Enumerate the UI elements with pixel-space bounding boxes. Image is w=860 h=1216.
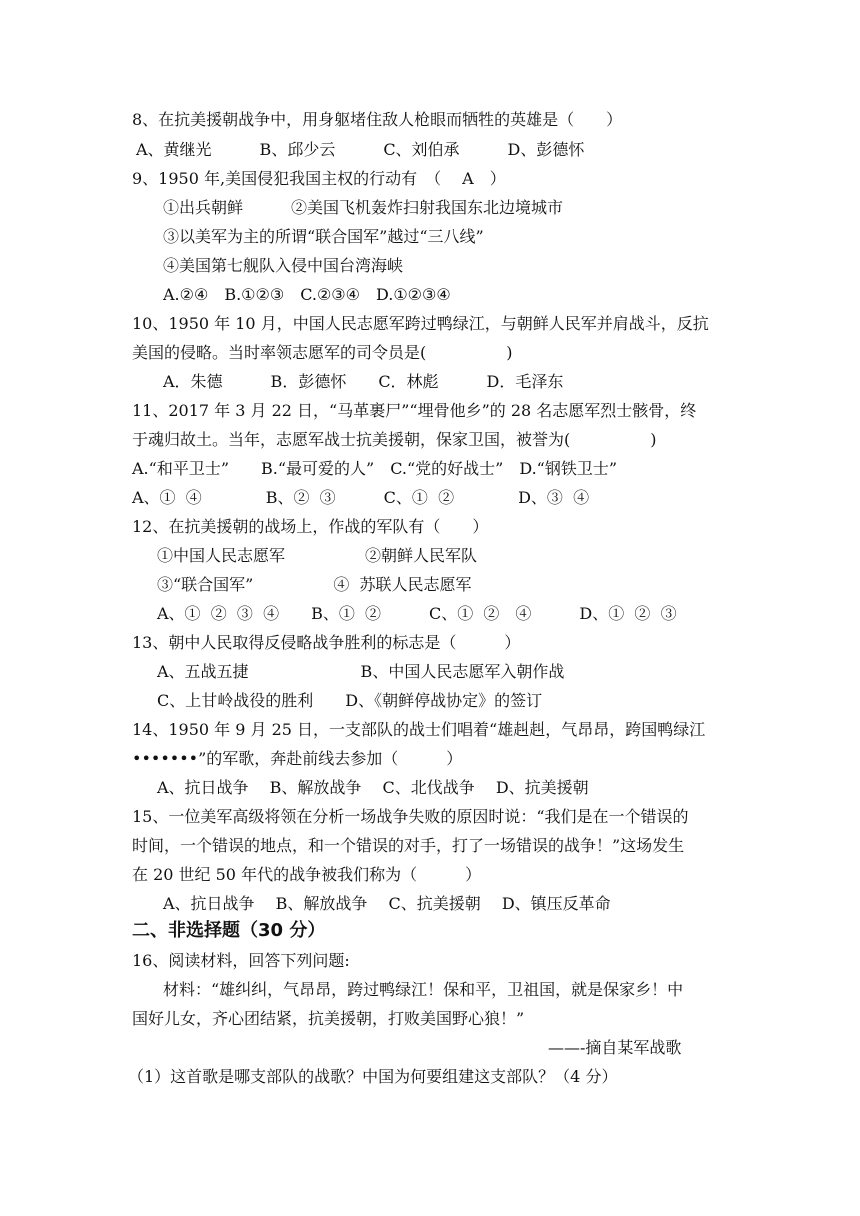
q9-stem: 9、1950 年,美国侵犯我国主权的行动有 （ A ） — [132, 169, 506, 188]
q16-stem: 16、阅读材料，回答下列问题: — [132, 951, 350, 970]
q11-stem-line-1: 11、2017 年 3 月 22 日，“马革裹尸”“埋骨他乡”的 28 名志愿军烈士骸骨，终 — [132, 401, 697, 420]
q10-stem-line-2: 美国的侵略。当时率领志愿军的司令员是( ) — [132, 343, 513, 362]
q9-item-2: ③以美军为主的所谓“联合国军”越过“三八线” — [163, 227, 484, 246]
q15-stem-line-1: 15、一位美军高级将领在分析一场战争失败的原因时说：“我们是在一个错误的 — [132, 807, 689, 826]
q16-subquestion-1: （1）这首歌是哪支部队的战歌？中国为何要组建这支部队？（4 分） — [128, 1067, 618, 1086]
q9-item-3: ④美国第七舰队入侵中国台湾海峡 — [163, 256, 404, 275]
q8-stem: 8、在抗美援朝战争中，用身躯堵住敌人枪眼而牺牲的英雄是（ ） — [132, 110, 623, 129]
q11-stem-line-2: 于魂归故土。当年，志愿军战士抗美援朝，保家卫国，被誉为( ) — [132, 430, 657, 449]
q14-options: A、抗日战争 B、解放战争 C、北伐战争 D、抗美援朝 — [157, 778, 589, 797]
q12-item-1: ①中国人民志愿军 ②朝鲜人民军队 — [157, 546, 478, 565]
q14-stem-line-1: 14、1950 年 9 月 25 日，一支部队的战士们唱着“雄赳赳，气昂昂，跨国鸭绿江 — [132, 720, 706, 739]
section-2-title: 二、非选择题（30 分） — [132, 920, 326, 941]
q8-options: A、黄继光 B、邱少云 C、刘伯承 D、彭德怀 — [136, 140, 585, 159]
q13-stem: 13、朝中人民取得反侵略战争胜利的标志是（ ） — [132, 633, 521, 652]
q16-source: ——-摘自某军战歌 — [548, 1038, 682, 1057]
q15-stem-line-3: 在 20 世纪 50 年代的战争被我们称为（ ） — [132, 865, 482, 884]
q12-item-2: ③“联合国军” ④ 苏联人民志愿军 — [157, 575, 472, 594]
q9-item-1: ①出兵朝鲜 ②美国飞机轰炸扫射我国东北边境城市 — [163, 198, 564, 217]
q9-options: A.②④ B.①②③ C.②③④ D.①②③④ — [163, 285, 451, 304]
q13-options-line-2: C、上甘岭战役的胜利 D、《朝鲜停战协定》的签订 — [157, 691, 543, 710]
q12-stem: 12、在抗美援朝的战场上，作战的军队有（ ） — [132, 517, 489, 536]
q15-stem-line-2: 时间，一个错误的地点，和一个错误的对手，打了一场错误的战争！”这场发生 — [132, 836, 685, 855]
q15-options: A、抗日战争 B、解放战争 C、抗美援朝 D、镇压反革命 — [163, 894, 611, 913]
q11-options: A、① ④ B、② ③ C、① ② D、③ ④ — [132, 488, 590, 507]
q13-options-line-1: A、五战五捷 B、中国人民志愿军入朝作战 — [157, 662, 565, 681]
q10-stem-line-1: 10、1950 年 10 月，中国人民志愿军跨过鸭绿江，与朝鲜人民军并肩战斗，反抗 — [132, 314, 709, 333]
q16-material-line-1: 材料：“雄纠纠，气昂昂，跨过鸭绿江！保和平，卫祖国，就是保家乡！中 — [163, 980, 684, 999]
q14-stem-line-2: •••••••”的军歌，奔赴前线去参加（ ） — [132, 749, 463, 768]
q16-material-line-2: 国好儿女，齐心团结紧，抗美援朝，打败美国野心狼！” — [132, 1009, 525, 1028]
q12-options: A、① ② ③ ④ B、① ② C、① ② ④ D、① ② ③ — [157, 604, 677, 623]
q10-options: A．朱德 B．彭德怀 C．林彪 D．毛泽东 — [163, 372, 564, 391]
q11-choices: A.“和平卫士” B.“最可爱的人” C.“党的好战士” D.“钢铁卫士” — [132, 459, 618, 478]
